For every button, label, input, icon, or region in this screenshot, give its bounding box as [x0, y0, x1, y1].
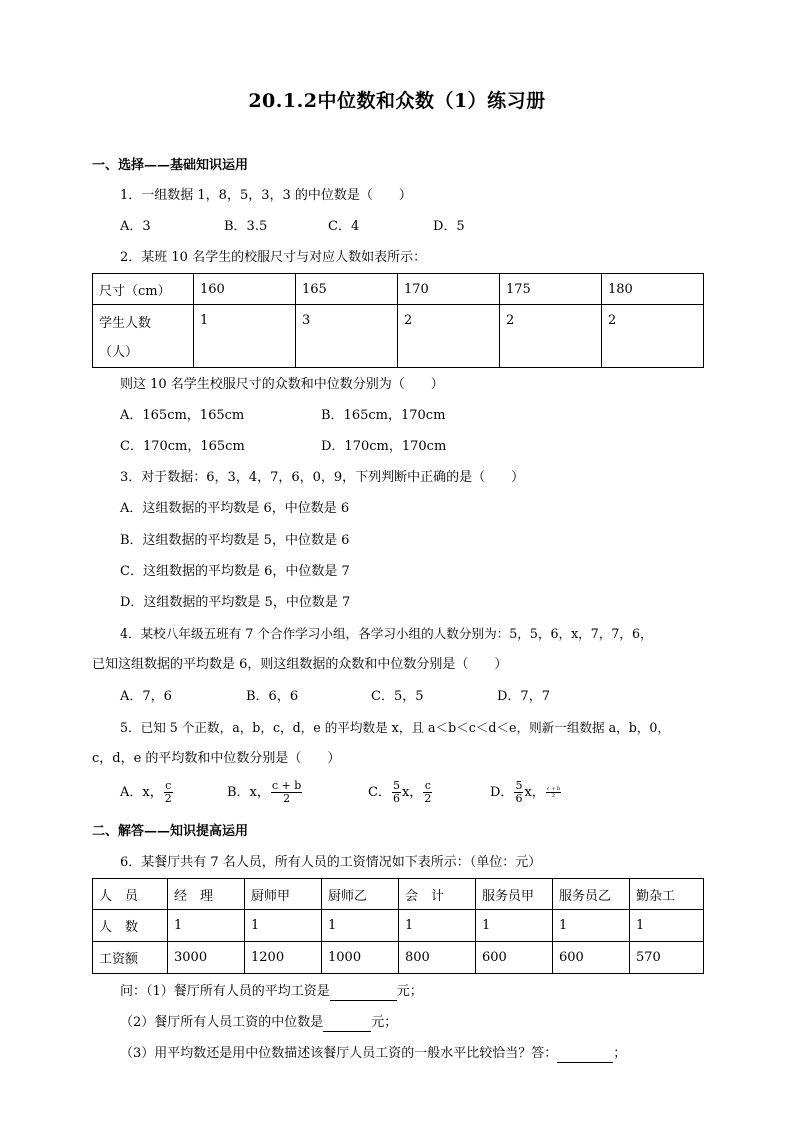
q6-sub-3-text: （3）用平均数还是用中位数描述该餐厅人员工资的一般水平比较恰当？答：	[120, 1046, 558, 1061]
q5-d-prefix: D．	[490, 785, 514, 800]
q2-option-d: D．170cm，170cm	[321, 439, 447, 454]
q4-option-c: C．5，5	[371, 689, 424, 704]
variable-x: x	[401, 785, 410, 800]
fraction-denominator: 2	[283, 792, 291, 805]
header-cell: 勤杂工	[630, 879, 704, 910]
q6-sub-2-unit: 元；	[371, 1015, 398, 1030]
section-1-heading: 一、选择——基础知识运用	[92, 158, 249, 173]
header-cell: 厨师甲	[245, 879, 322, 910]
comma: ，	[531, 785, 545, 800]
q1-option-c: C．4	[328, 219, 360, 234]
fraction	[164, 780, 173, 805]
q6-sub-1	[120, 983, 423, 1001]
q2-option-b: B．165cm，170cm	[321, 408, 446, 423]
q6-sub-1-text: 问：（1）餐厅所有人员的平均工资是	[120, 984, 330, 999]
answer-blank[interactable]	[323, 1017, 371, 1032]
fraction-numerator: c + b	[271, 779, 302, 792]
count-cell: 2	[500, 305, 602, 368]
answer-blank[interactable]	[557, 1048, 613, 1063]
fraction-denominator: 2	[164, 792, 172, 805]
count-cell: 1	[322, 910, 399, 942]
salary-cell: 1000	[322, 942, 399, 974]
salary-cell: 570	[630, 942, 704, 974]
question-5-line-1: 5．已知 5 个正数，a，b，c，d，e 的平均数是 x，且 a＜b＜c＜d＜e，则新一组数据 a，b，0，	[120, 720, 671, 735]
fraction	[392, 780, 401, 805]
header-cell: 服务员甲	[476, 879, 553, 910]
size-cell: 160	[194, 274, 296, 305]
count-label-line1: 学生人数	[99, 316, 152, 331]
fraction-denominator: 6	[515, 792, 523, 805]
salary-cell: 800	[399, 942, 476, 974]
count-cell: 人 数	[93, 910, 168, 942]
question-3: 3．对于数据：6，3，4，7，6，0，9，下列判断中正确的是（ ）	[120, 470, 525, 485]
count-cell: 1	[168, 910, 245, 942]
q5-option-c	[368, 780, 433, 805]
q3-option-c: C．这组数据的平均数是 6，中位数是 7	[120, 564, 350, 579]
question-5-line-2: c，d，e 的平均数和中位数分别是（ ）	[92, 751, 341, 766]
question-6: 6．某餐厅共有 7 名人员，所有人员的工资情况如下表所示：（单位：元）	[120, 855, 542, 870]
q5-option-b	[227, 780, 303, 805]
header-cell: 人 员	[93, 879, 168, 910]
count-cell: 3	[296, 305, 398, 368]
q5-a-prefix: A．x，	[120, 785, 163, 800]
page-title: 20.1.2中位数和众数（1）练习册	[248, 90, 546, 112]
size-table	[92, 273, 704, 368]
fraction-numerator: c	[424, 779, 431, 792]
count-cell: 1	[194, 305, 296, 368]
q5-option-d	[490, 780, 562, 805]
header-cell: 经 理	[168, 879, 245, 910]
q3-option-a: A．这组数据的平均数是 6，中位数是 6	[120, 501, 350, 516]
salary-cell: 600	[476, 942, 553, 974]
count-cell: 2	[398, 305, 500, 368]
salary-cell: 3000	[168, 942, 245, 974]
count-cell: 1	[245, 910, 322, 942]
salary-table	[92, 878, 704, 974]
q2-option-a: A．165cm，165cm	[120, 408, 245, 423]
q6-sub-3-end: ；	[613, 1046, 627, 1061]
q5-c-prefix: C．	[368, 785, 391, 800]
question-1: 1．一组数据 1，8，5，3，3 的中位数是（ ）	[120, 188, 412, 203]
header-cell: 厨师乙	[322, 879, 399, 910]
question-2-prompt: 则这 10 名学生校服尺寸的众数和中位数分别为（ ）	[120, 377, 444, 392]
q6-sub-2-text: （2）餐厅所有人员工资的中位数是	[120, 1015, 324, 1030]
q1-option-b: B．3.5	[224, 219, 268, 234]
q4-option-b: B．6，6	[246, 689, 299, 704]
size-cell: 170	[398, 274, 500, 305]
count-cell: 2	[602, 305, 704, 368]
fraction-numerator: c	[165, 779, 172, 792]
answer-blank[interactable]	[330, 986, 397, 1001]
count-cell: 1	[630, 910, 704, 942]
fraction	[271, 780, 302, 805]
question-2: 2．某班 10 名学生的校服尺寸与对应人数如表所示：	[120, 250, 427, 265]
q3-option-d: D．这组数据的平均数是 5，中位数是 7	[120, 595, 351, 610]
q5-b-prefix: B．x，	[227, 785, 270, 800]
size-cell: 180	[602, 274, 704, 305]
q2-option-c: C．170cm，165cm	[120, 439, 245, 454]
fraction-numerator: c + b	[546, 786, 561, 792]
fraction	[514, 780, 523, 805]
question-4-line-2: 已知这组数据的平均数是 6，则这组数据的众数和中位数分别是（ ）	[92, 657, 508, 672]
header-cell: 会 计	[399, 879, 476, 910]
salary-cell: 1200	[245, 942, 322, 974]
count-label-line2: （人）	[99, 345, 139, 360]
q6-sub-1-unit: 元；	[396, 984, 423, 999]
q1-option-a: A．3	[120, 219, 151, 234]
fraction-denominator: 2	[551, 793, 556, 799]
fraction	[546, 786, 561, 799]
count-cell: 1	[553, 910, 630, 942]
fraction-denominator: 6	[392, 792, 400, 805]
q3-option-b: B．这组数据的平均数是 5，中位数是 6	[120, 533, 350, 548]
count-cell: 1	[476, 910, 553, 942]
fraction	[423, 780, 432, 805]
salary-cell: 600	[553, 942, 630, 974]
comma: ，	[409, 785, 423, 800]
variable-x: x	[524, 785, 532, 800]
count-cell: 1	[399, 910, 476, 942]
fraction-numerator: 5	[392, 779, 400, 792]
q6-sub-2	[120, 1014, 397, 1032]
size-label-cell: 尺寸（cm）	[93, 274, 194, 305]
fraction-numerator: 5	[515, 779, 523, 792]
q4-option-a: A．7，6	[120, 689, 172, 704]
size-cell: 175	[500, 274, 602, 305]
salary-cell: 工资额	[93, 942, 168, 974]
fraction-denominator: 2	[424, 792, 432, 805]
question-4-line-1: 4．某校八年级五班有 7 个合作学习小组，各学习小组的人数分别为：5，5，6，x，7，7，6，	[120, 626, 653, 641]
count-label-cell	[93, 305, 194, 368]
q6-sub-3	[120, 1045, 626, 1063]
q1-option-d: D．5	[433, 219, 465, 234]
header-cell: 服务员乙	[553, 879, 630, 910]
section-2-heading: 二、解答——知识提高运用	[92, 824, 249, 839]
q4-option-d: D．7，7	[497, 689, 550, 704]
size-cell: 165	[296, 274, 398, 305]
q5-option-a	[120, 780, 174, 805]
